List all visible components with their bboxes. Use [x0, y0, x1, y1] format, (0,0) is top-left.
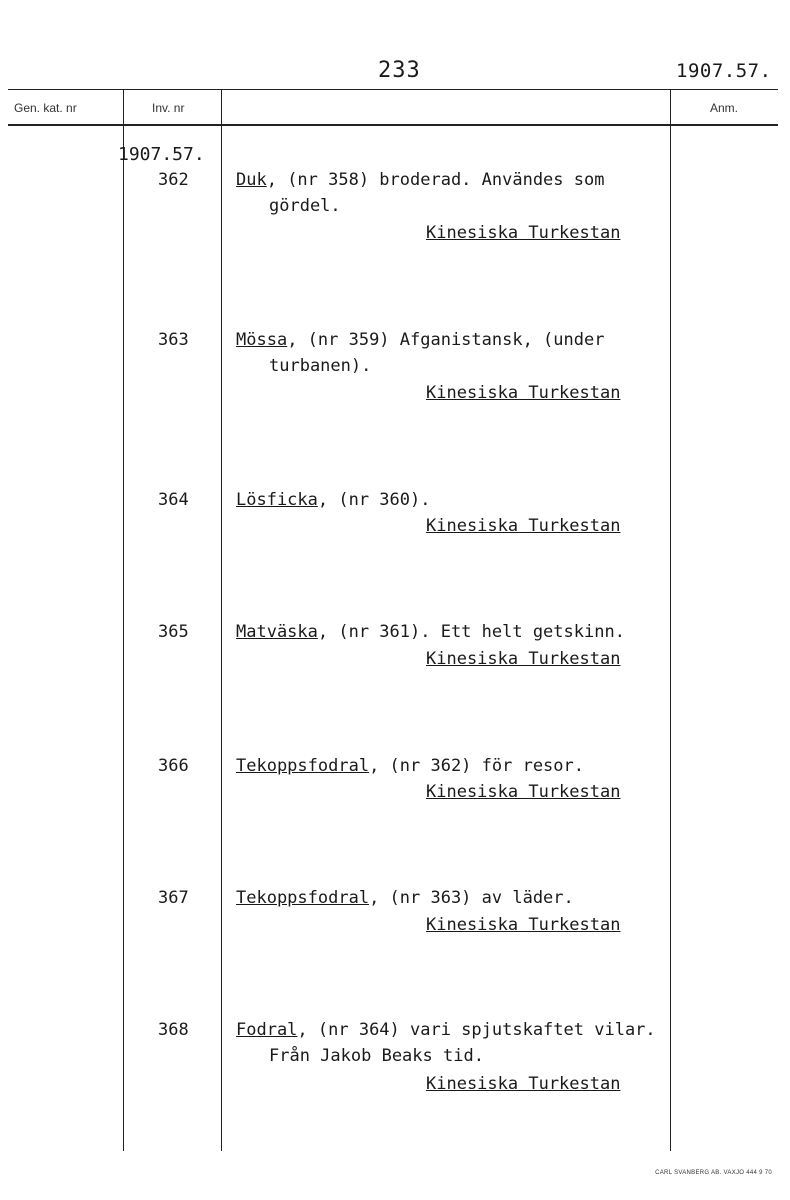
object-details: , (nr 362) för resor.: [369, 756, 584, 776]
entry-description: [236, 170, 604, 190]
catalog-entry: [0, 622, 790, 752]
entry-description: [236, 756, 584, 776]
column-header-inv-nr: Inv. nr: [152, 101, 185, 115]
inventory-number: 366: [158, 756, 189, 776]
entry-origin: Kinesiska Turkestan: [426, 223, 621, 243]
object-details: , (nr 363) av läder.: [369, 888, 574, 908]
catalog-entry: [0, 888, 790, 1018]
page-number: 233: [378, 58, 421, 83]
entry-origin: Kinesiska Turkestan: [426, 516, 621, 536]
inventory-number: 363: [158, 330, 189, 350]
entry-origin: Kinesiska Turkestan: [426, 1074, 621, 1094]
object-details: , (nr 361). Ett helt getskinn.: [317, 622, 625, 642]
object-term: Matväska: [236, 622, 318, 642]
page-series-number: 1907.57.: [676, 60, 772, 82]
series-label: 1907.57.: [118, 144, 205, 165]
object-term: Tekoppsfodral: [236, 888, 370, 908]
catalog-entry: [0, 330, 790, 460]
column-header-anm: Anm.: [710, 101, 739, 115]
object-term: Tekoppsfodral: [236, 756, 370, 776]
object-details: , (nr 359) Afganistansk, (under: [287, 330, 605, 350]
entry-description: [236, 490, 430, 510]
object-term: Duk: [236, 170, 267, 190]
object-details: , (nr 358) broderad. Användes som: [266, 170, 605, 190]
object-term: Mössa: [236, 330, 288, 350]
object-term: Lösficka: [236, 490, 318, 510]
entry-description-continued: gördel.: [269, 196, 341, 216]
inventory-number: 362: [158, 170, 189, 190]
entry-origin: Kinesiska Turkestan: [426, 383, 621, 403]
object-details: , (nr 364) vari spjutskaftet vilar.: [297, 1020, 656, 1040]
inventory-number: 364: [158, 490, 189, 510]
object-details: , (nr 360).: [317, 490, 431, 510]
entry-description-continued: Från Jakob Beaks tid.: [269, 1046, 484, 1066]
catalog-entry: [0, 756, 790, 886]
entry-description-continued: turbanen).: [269, 356, 372, 376]
catalog-entry: [0, 490, 790, 620]
inventory-number: 365: [158, 622, 189, 642]
inventory-number: 368: [158, 1020, 189, 1040]
object-term: Fodral: [236, 1020, 298, 1040]
catalog-entry: [0, 170, 790, 300]
entry-origin: Kinesiska Turkestan: [426, 782, 621, 802]
column-header-gen-kat-nr: Gen. kat. nr: [14, 101, 77, 115]
inventory-number: 367: [158, 888, 189, 908]
entry-origin: Kinesiska Turkestan: [426, 649, 621, 669]
entry-description: [236, 1020, 656, 1040]
entry-description: [236, 330, 604, 350]
entry-description: [236, 622, 625, 642]
entry-description: [236, 888, 574, 908]
entry-origin: Kinesiska Turkestan: [426, 915, 621, 935]
catalog-entry: [0, 1020, 790, 1150]
printer-imprint: CARL SVANBERG AB. VAXJO 444 9 70: [655, 1170, 772, 1176]
